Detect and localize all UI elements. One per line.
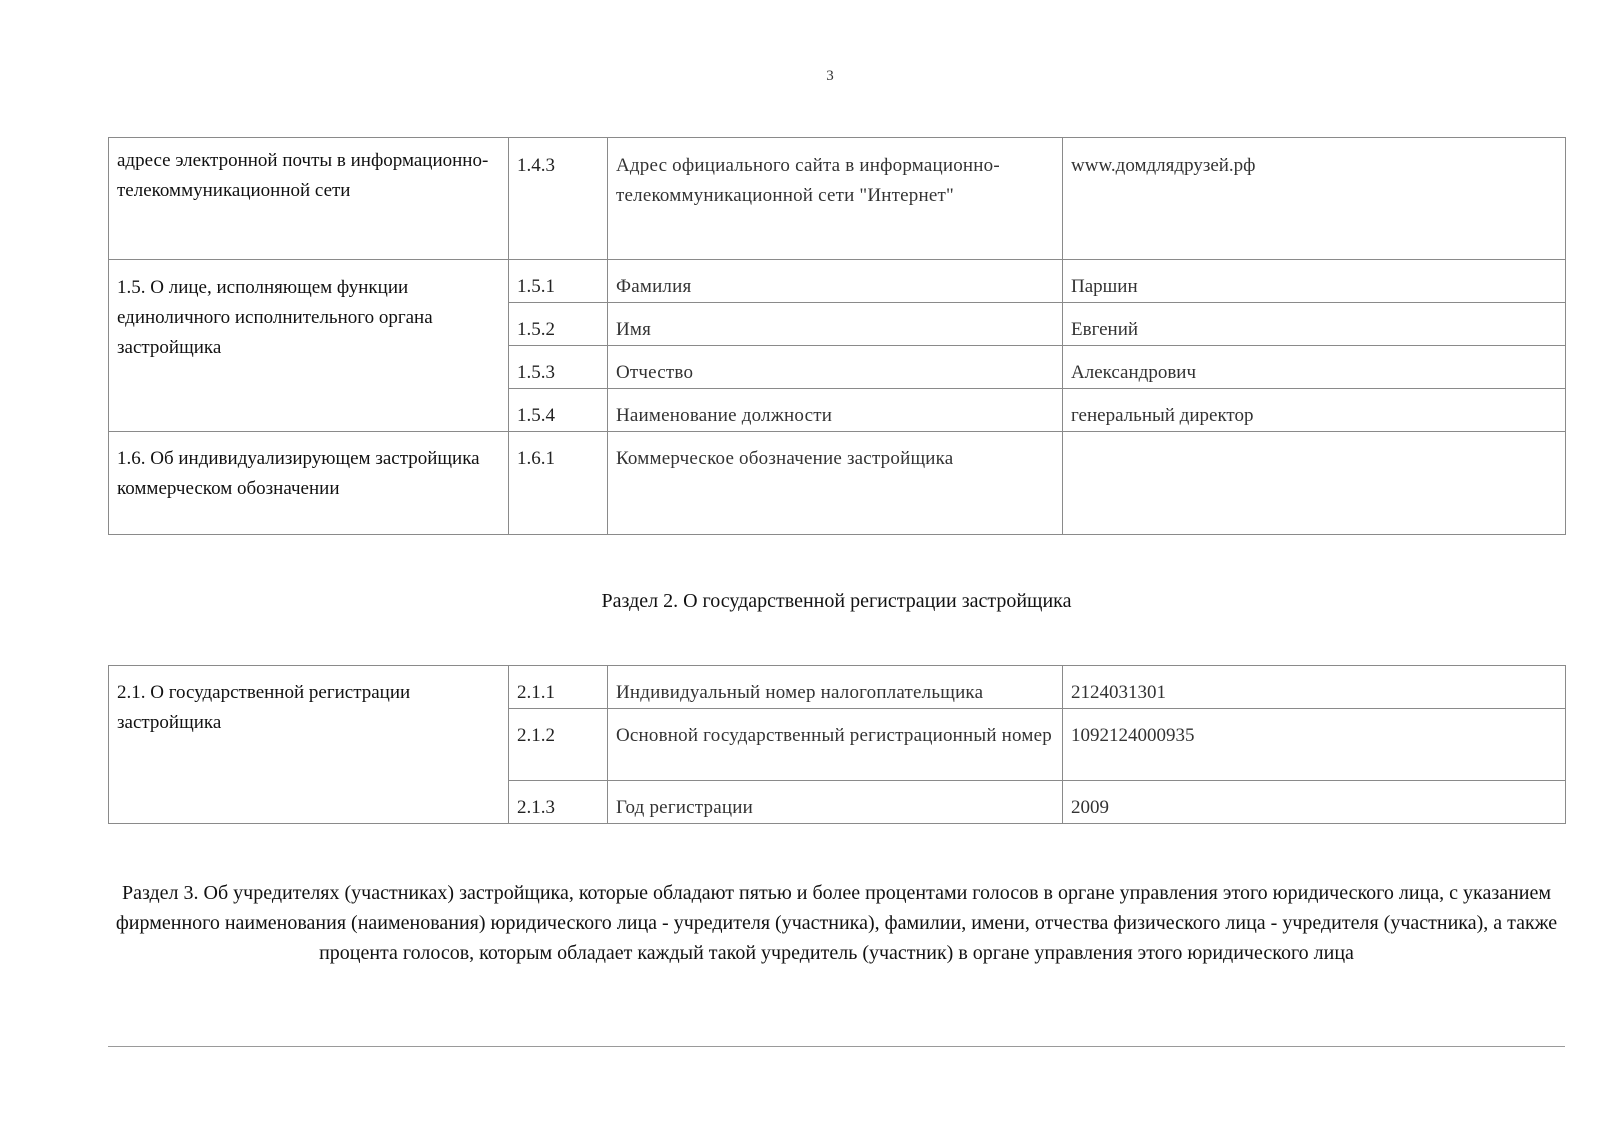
section-cell: 1.6. Об индивидуализирующем застройщика коммерческом обозначении: [109, 432, 509, 535]
section-3-title: Раздел 3. Об учредителях (участниках) застройщика, которые обладают пятью и более процентами голосов в органе управления этого юридического лица, с указанием фирменного наименования (наименования) юридического лица - учредителя (участника), фамилии, имени, отчества физического лица - учредителя (участника), а также процента голосов, которым обладает каждый такой учредитель (участник) в органе управления этого юридического лица: [115, 882, 1558, 964]
item-value: 2124031301: [1063, 666, 1566, 709]
item-label: Наименование должности: [608, 389, 1063, 432]
item-label: Основной государственный регистрационный номер: [608, 709, 1063, 781]
divider: [108, 1046, 1565, 1047]
item-value: Александрович: [1063, 346, 1566, 389]
table-row: [109, 138, 1566, 260]
section-cell: 2.1. О государственной регистрации застройщика: [109, 666, 509, 824]
page-number: 3: [826, 68, 834, 84]
item-label: Имя: [608, 303, 1063, 346]
item-label: Фамилия: [608, 260, 1063, 303]
item-value: Евгений: [1063, 303, 1566, 346]
section-cell: 1.5. О лице, исполняющем функции единоличного исполнительного органа застройщика: [109, 260, 509, 432]
section-cell: адресе электронной почты в информационно-телекоммуникационной сети: [109, 138, 509, 260]
item-label: Коммерческое обозначение застройщика: [608, 432, 1063, 535]
registration-table: [108, 665, 1566, 824]
item-value: www.домдлядрузей.рф: [1063, 138, 1566, 260]
item-code: 2.1.2: [509, 709, 608, 781]
item-code: 2.1.3: [509, 781, 608, 824]
item-label: Отчество: [608, 346, 1063, 389]
developer-info-table: [108, 137, 1566, 535]
item-code: 1.5.3: [509, 346, 608, 389]
item-code: 1.6.1: [509, 432, 608, 535]
item-value: 2009: [1063, 781, 1566, 824]
item-code: 1.5.4: [509, 389, 608, 432]
item-value: 1092124000935: [1063, 709, 1566, 781]
item-code: 1.5.1: [509, 260, 608, 303]
table-row: [109, 432, 1566, 535]
item-code: 2.1.1: [509, 666, 608, 709]
item-value: Паршин: [1063, 260, 1566, 303]
item-value: [1063, 432, 1566, 535]
section-2-title: Раздел 2. О государственной регистрации застройщика: [601, 590, 1072, 612]
item-label: Индивидуальный номер налогоплательщика: [608, 666, 1063, 709]
table-row: [109, 666, 1566, 709]
item-label: Год регистрации: [608, 781, 1063, 824]
table-row: [109, 260, 1566, 303]
item-value: генеральный директор: [1063, 389, 1566, 432]
item-label: Адрес официального сайта в информационно-телекоммуникационной сети "Интернет": [608, 138, 1063, 260]
item-code: 1.4.3: [509, 138, 608, 260]
item-code: 1.5.2: [509, 303, 608, 346]
